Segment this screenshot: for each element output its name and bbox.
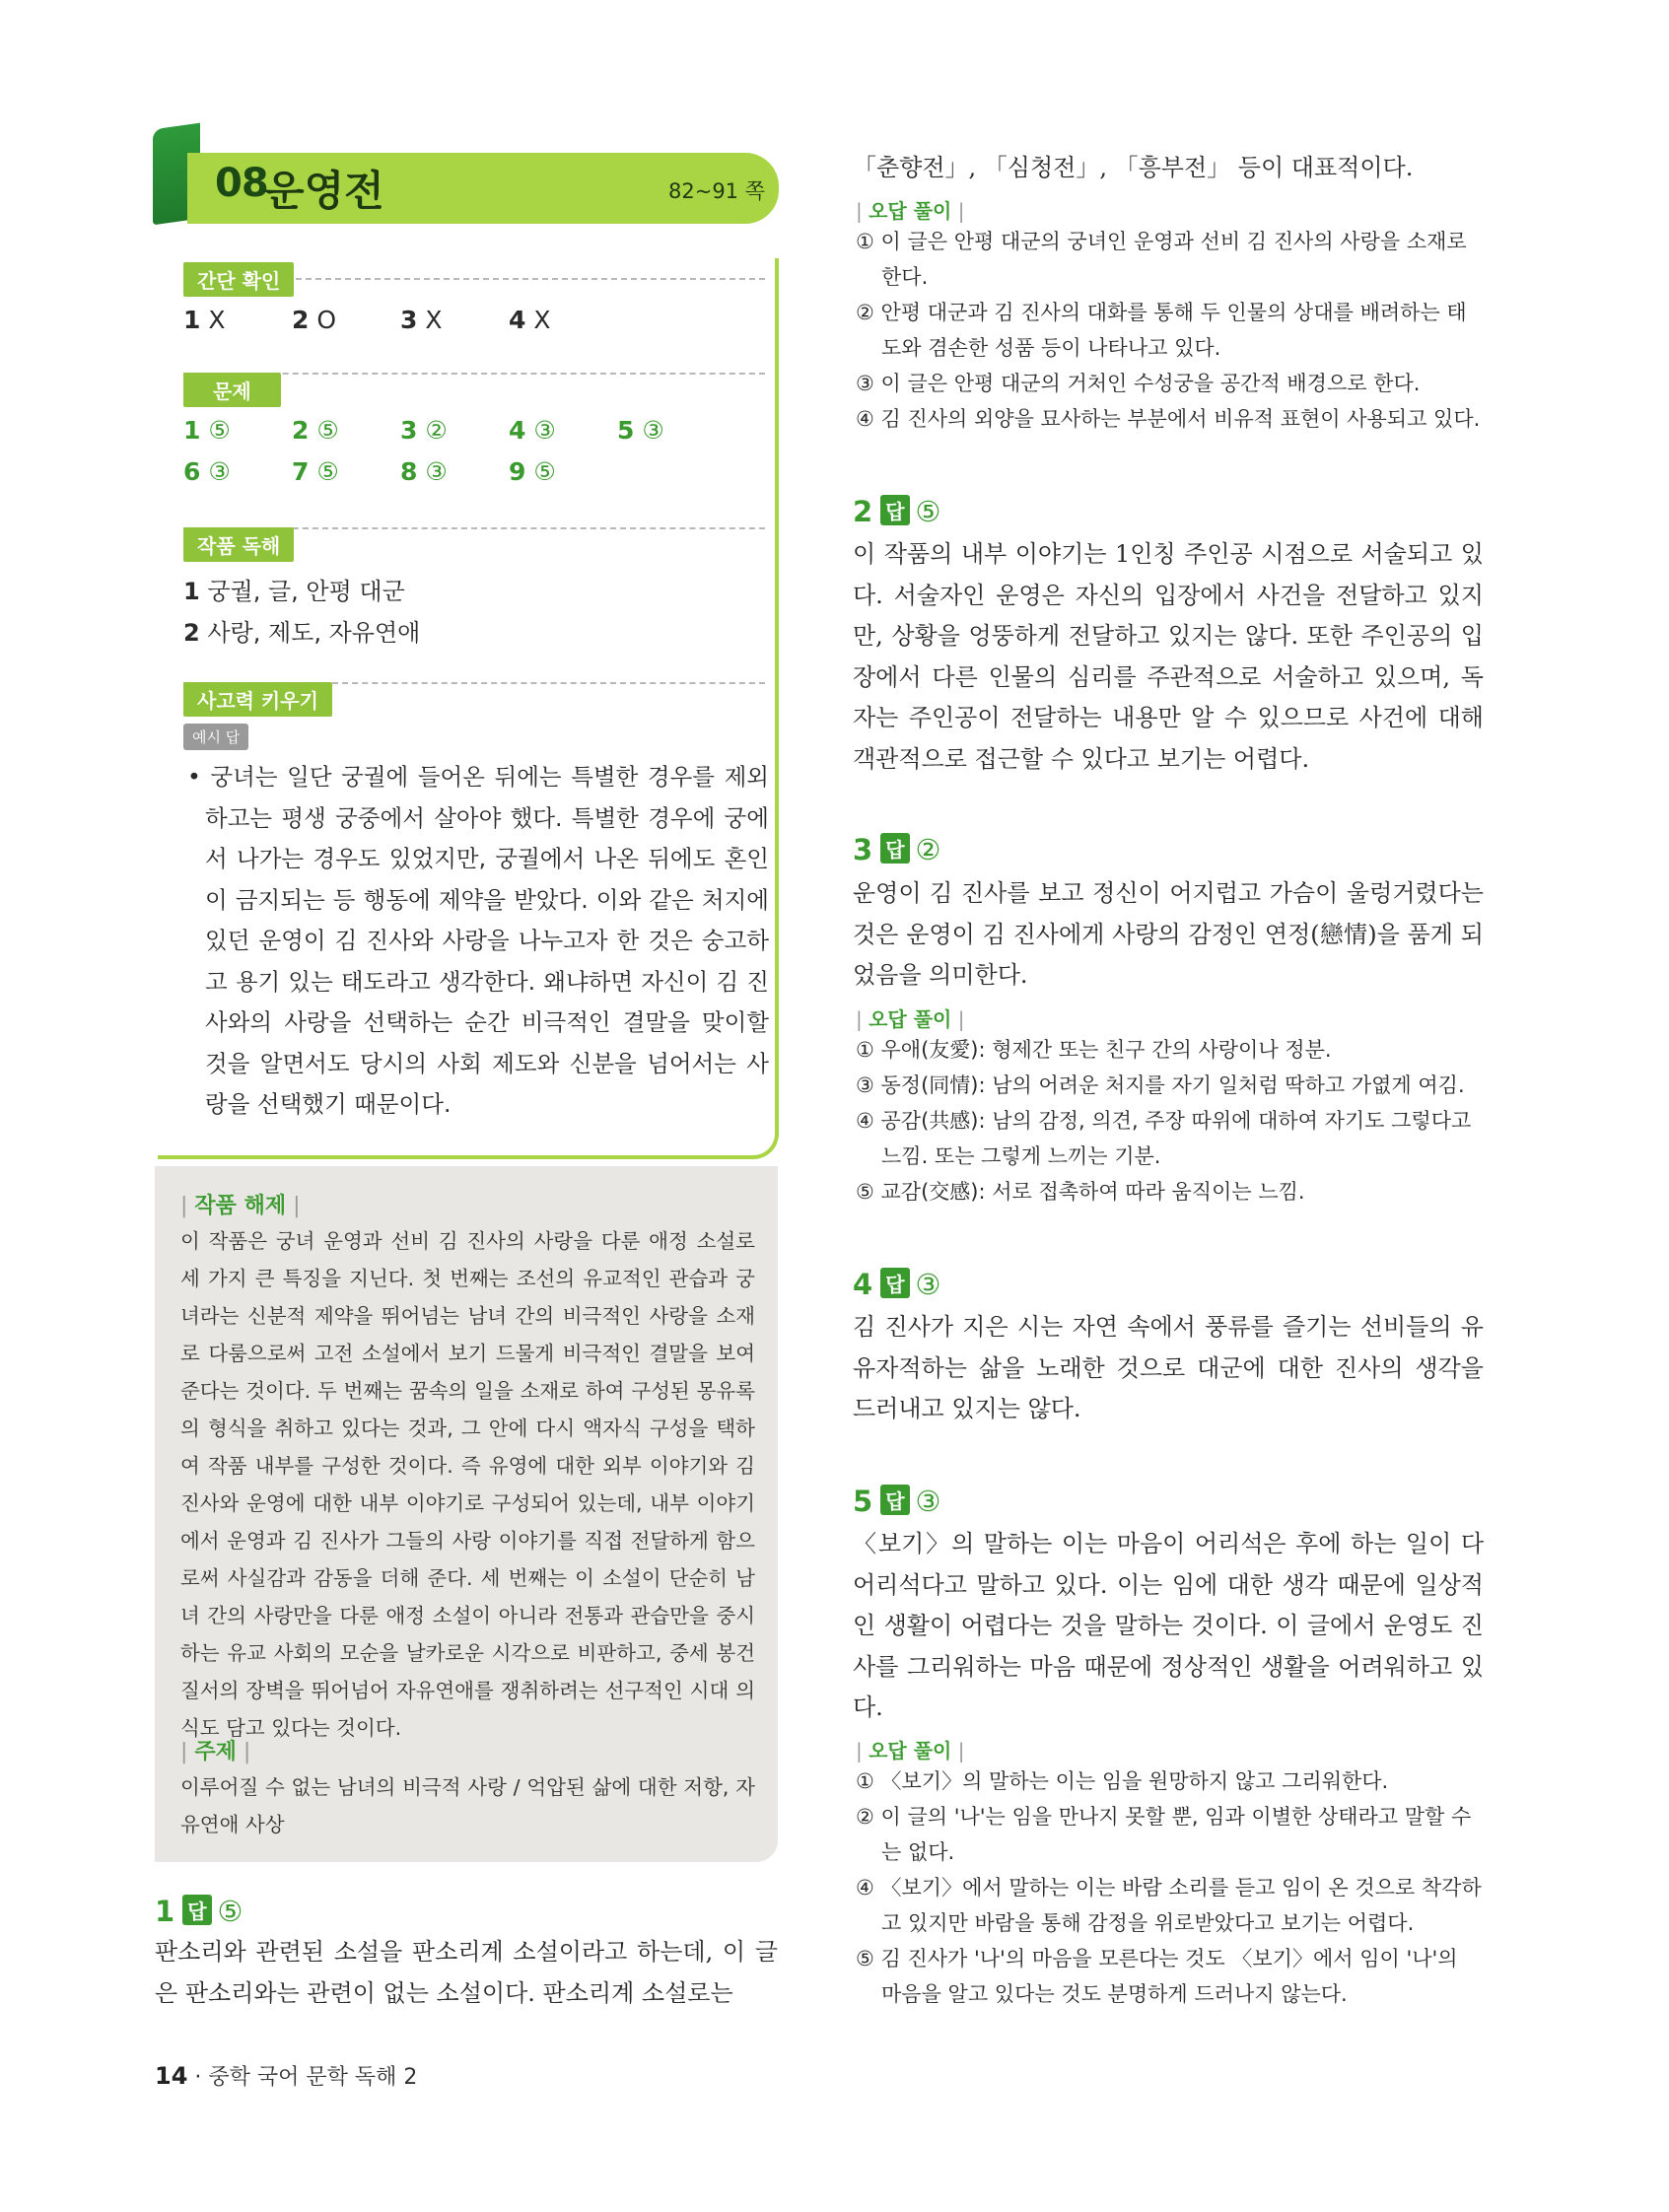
q5-text: 〈보기〉의 말하는 이는 마음이 어리석은 후에 하는 일이 다 어리석다고 말하고 있다. 이는 임에 대한 생각 때문에 일상적인 생활이 어렵다는 것을 말하는 것이다. 이 글에서 운영도 진사를 그리워하는 마음 때문에 정상적인 생활을 어려워하고 있다. [853, 1530, 1484, 1721]
problem-answer: 6 ③ [183, 457, 231, 486]
q1-text: 판소리와 관련된 소설을 판소리계 소설이라고 하는데, 이 글은 판소리와는 관련이 없는 소설이다. 판소리계 소설로는 [155, 1938, 778, 2007]
quick-check-item: 1 X [183, 306, 226, 334]
chapter-number: 08 [215, 161, 268, 206]
theme-text: 이루어질 수 없는 남녀의 비극적 사랑 / 억압된 삶에 대한 저항, 자유연애 사상 [180, 1775, 755, 1836]
q3-text: 운영이 김 진사를 보고 정신이 어지럽고 가슴이 울렁거렸다는 것은 운영이 김 진사에게 사랑의 감정인 연정(戀情)을 품게 되었음을 의미한다. [853, 879, 1484, 989]
page-number: 14 [155, 2062, 188, 2090]
quick-check-item: 3 X [400, 306, 443, 334]
q1-heading: 1 답 ⑤ [155, 1895, 243, 1928]
q3-option: ④ 공감(共感): 남의 감정, 의견, 주장 따위에 대하여 자기도 그렇다고 느낌. 또는 그렇게 느끼는 기분. [856, 1109, 1472, 1168]
reading-label: 작품 독해 [183, 527, 294, 562]
problem-answer: 2 ⑤ [292, 416, 339, 445]
q5-option: ⑤ 김 진사가 '나'의 마음을 모른다는 것도 〈보기〉에서 임이 '나'의 마음을 알고 있다는 것도 분명하게 드러나지 않는다. [856, 1947, 1458, 2006]
reading-line: 2 사랑, 제도, 자유연애 [183, 619, 421, 647]
q5-option: ① 〈보기〉의 말하는 이는 임을 원망하지 않고 그리워한다. [856, 1769, 1389, 1793]
q2-text: 이 작품의 내부 이야기는 1인칭 주인공 시점으로 서술되고 있다. 서술자인 운영은 자신의 입장에서 사건을 전달하고 있지만, 상황을 엉뚱하게 전달하고 있지는 않다. 또한 주인공의 입장에서 다른 인물의 심리를 주관적으로 서술하고 있으며, 독자는 주인공이 전달하는 내용만 알 수 있으므로 사건에 대해 객관적으로 접근할 수 있다고 보기는 어렵다. [853, 540, 1484, 773]
commentary-heading: | 작품 해제 | [180, 1194, 301, 1218]
q5-heading: 5 답 ③ [853, 1485, 941, 1518]
q2-heading: 2 답 ⑤ [853, 495, 941, 528]
quick-check-item: 4 X [509, 306, 551, 334]
problems-label: 문제 [183, 373, 281, 407]
page-footer [155, 2060, 417, 2091]
q4-heading: 4 답 ③ [853, 1268, 941, 1301]
quick-check-label: 간단 확인 [183, 262, 294, 297]
q1-wrong-answers-heading: | 오답 풀이 | [856, 199, 965, 223]
q1-text-continued: 「춘향전」, 「심청전」, 「흥부전」 등이 대표적이다. [853, 154, 1414, 181]
q1-option: ① 이 글은 안평 대군의 궁녀인 운영과 선비 김 진사의 사랑을 소재로 한다. [856, 230, 1467, 289]
book-title: 중학 국어 문학 독해 2 [208, 2065, 418, 2090]
problem-answer: 3 ② [400, 416, 448, 445]
q1-option: ② 안평 대군과 김 진사의 대화를 통해 두 인물의 상대를 배려하는 태도와 겸손한 성품 등이 나타나고 있다. [856, 301, 1467, 360]
q3-option: ③ 동정(同情): 남의 어려운 처지를 자기 일처럼 딱하고 가엾게 여김. [856, 1073, 1465, 1097]
thinking-label: 사고력 키우기 [183, 682, 332, 717]
q1-option: ③ 이 글은 안평 대군의 거처인 수성궁을 공간적 배경으로 한다. [856, 372, 1421, 395]
q3-option: ⑤ 교감(交感): 서로 접촉하여 따라 움직이는 느낌. [856, 1180, 1305, 1204]
problem-answer: 4 ③ [509, 416, 556, 445]
commentary-text: 이 작품은 궁녀 운영과 선비 김 진사의 사랑을 다룬 애정 소설로 세 가지 큰 특징을 지닌다. 첫 번째는 조선의 유교적인 관습과 궁녀라는 신분적 제약을 뛰어넘는 남녀 간의 비극적인 사랑을 소재로 다룸으로써 고전 소설에서 보기 드물게 비극적인 결말을 보여 준다는 것이다. 두 번째는 꿈속의 일을 소재로 하여 구성된 몽유록의 형식을 취하고 있다는 것과, 그 안에 다시 액자식 구성을 택하여 작품 내부를 구성한 것이다. 즉 유영에 대한 외부 이야기와 김 진사와 운영에 대한 내부 이야기로 구성되어 있는데, 내부 이야기에서 운영과 김 진사가 그들의 사랑 이야기를 직접 전달하게 함으로써 사실감과 감동을 더해 준다. 세 번째는 이 소설이 단순히 남녀 간의 사랑만을 다룬 애정 소설이 아니라 전통과 관습만을 중시하는 유교 사회의 모순을 날카로운 시각으로 비판하고, 중세 봉건 질서의 장벽을 뛰어넘어 자유연애를 쟁취하려는 선구적인 시대 의식도 담고 있다는 것이다. [180, 1229, 755, 1740]
quick-check-item: 2 O [292, 306, 337, 334]
problem-answer: 9 ⑤ [509, 457, 556, 486]
q3-heading: 3 답 ② [853, 833, 941, 866]
q5-option: ④ 〈보기〉에서 말하는 이는 바람 소리를 듣고 임이 온 것으로 착각하고 있지만 바람을 통해 감정을 위로받았다고 보기는 어렵다. [856, 1876, 1482, 1935]
q3-option: ① 우애(友愛): 형제간 또는 친구 간의 사랑이나 정분. [856, 1038, 1332, 1062]
problem-answer: 5 ③ [617, 416, 664, 445]
problem-answer: 8 ③ [400, 457, 448, 486]
divider [296, 278, 765, 280]
q5-option: ② 이 글의 '나'는 임을 만나지 못할 뿐, 임과 이별한 상태라고 말할 수는 없다. [856, 1805, 1472, 1864]
q5-wrong-answers-heading: | 오답 풀이 | [856, 1739, 965, 1763]
reading-line: 1 궁궐, 글, 안평 대군 [183, 578, 405, 605]
footer-separator: · [194, 2065, 202, 2090]
q1-option: ④ 김 진사의 외양을 묘사하는 부분에서 비유적 표현이 사용되고 있다. [856, 407, 1481, 431]
problem-answer: 7 ⑤ [292, 457, 339, 486]
theme-heading: | 주제 | [180, 1740, 251, 1764]
example-answer-tag: 예시 답 [183, 724, 248, 750]
q4-text: 김 진사가 지은 시는 자연 속에서 풍류를 즐기는 선비들의 유유자적하는 삶을 노래한 것으로 대군에 대한 진사의 생각을 드러내고 있지는 않다. [853, 1313, 1484, 1422]
q3-wrong-answers-heading: | 오답 풀이 | [856, 1007, 965, 1031]
chapter-pages: 82~91 쪽 [668, 179, 766, 203]
thinking-answer: • 궁녀는 일단 궁궐에 들어온 뒤에는 특별한 경우를 제외하고는 평생 궁중에서 살아야 했다. 특별한 경우에 궁에서 나가는 경우도 있었지만, 궁궐에서 나온 뒤에도 혼인이 금지되는 등 행동에 제약을 받았다. 이와 같은 처지에 있던 운영이 김 진사와 사랑을 나누고자 한 것은 숭고하고 용기 있는 태도라고 생각한다. 왜냐하면 자신이 김 진사와의 사랑을 선택하는 순간 비극적인 결말을 맞이할 것을 알면서도 당시의 사회 제도와 신분을 넘어서는 사랑을 선택했기 때문이다. [187, 763, 769, 1118]
chapter-title: 운영전 [264, 167, 384, 215]
problem-answer: 1 ⑤ [183, 416, 231, 445]
